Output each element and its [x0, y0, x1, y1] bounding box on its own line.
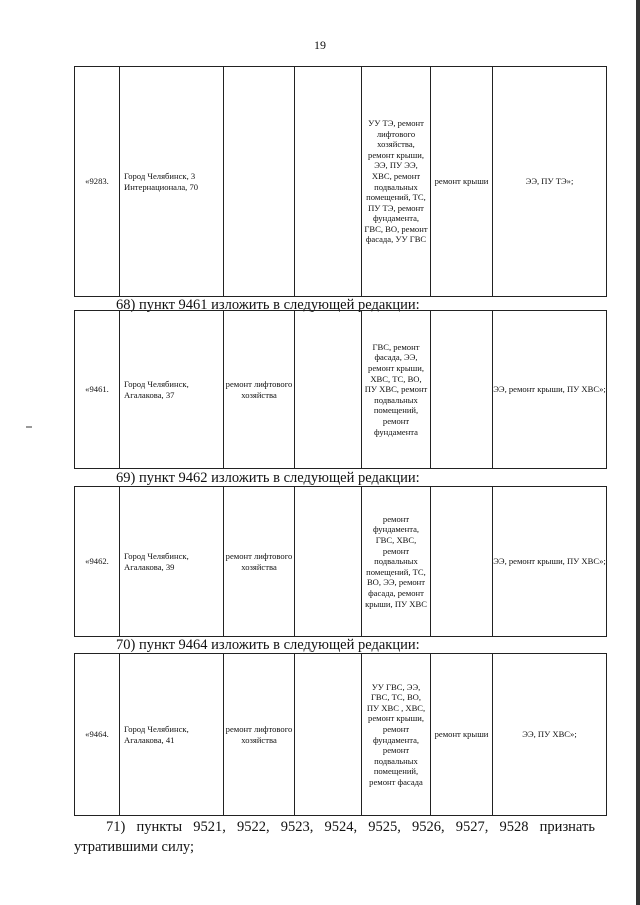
address-cell: Город Челябинск, Агалакова, 41 — [120, 654, 224, 816]
caption-70: 70) пункт 9464 изложить в следующей редакции: — [116, 637, 420, 653]
works-list-cell — [362, 67, 431, 297]
caption-68: 68) пункт 9461 изложить в следующей редакции: — [116, 297, 420, 313]
address-cell: Город Челябинск, 3 Интернационала, 70 — [120, 67, 224, 297]
table-9283 — [74, 66, 607, 297]
closing-line-1 — [74, 817, 595, 837]
table-9462 — [74, 486, 607, 637]
col6-cell — [431, 487, 493, 637]
col6-cell: ремонт крыши — [431, 654, 493, 816]
col3-cell: ремонт лифтового хозяйства — [224, 654, 295, 816]
col6-cell: ремонт крыши — [431, 67, 493, 297]
table-row — [75, 654, 607, 816]
col7-cell: ЭЭ, ПУ ХВС»; — [493, 654, 607, 816]
col4-cell — [295, 487, 362, 637]
table-9464 — [74, 653, 607, 816]
closing-word: 9523, — [280, 819, 314, 835]
col4-cell — [295, 67, 362, 297]
item-number: «9462. — [75, 487, 120, 637]
col4-cell — [295, 311, 362, 469]
col3-cell: ремонт лифтового хозяйства — [224, 311, 295, 469]
closing-word: признать — [539, 819, 595, 835]
closing-line-2: утратившими силу; — [74, 839, 195, 855]
works-list-cell — [362, 654, 431, 816]
works-list: УУ ТЭ, ремонт лифтового хозяйства, ремонт крыши, ЭЭ, ПУ ЭЭ, ХВС, ремонт подвальных помещений, ТС, ПУ ТЭ, ремонт фундамента, ГВС, ВО, ремонт фасада, УУ ГВС — [364, 117, 428, 245]
closing-word: 9524, — [324, 819, 358, 835]
item-number: «9464. — [75, 654, 120, 816]
closing-word: 9525, — [368, 819, 401, 835]
table-row — [75, 311, 607, 469]
works-list: ГВС, ремонт фасада, ЭЭ, ремонт крыши, ХВС, ТС, ВО, ПУ ХВС, ремонт подвальных помещений, ремонт фундамента — [364, 341, 428, 437]
closing-word: 9528 — [499, 819, 529, 835]
address-cell: Город Челябинск, Агалакова, 39 — [120, 487, 224, 637]
col3-cell: ремонт лифтового хозяйства — [224, 487, 295, 637]
col7-cell: ЭЭ, ПУ ТЭ»; — [493, 67, 607, 297]
closing-word: 9521, — [193, 819, 226, 835]
col4-cell — [295, 654, 362, 816]
address-cell: Город Челябинск, Агалакова, 37 — [120, 311, 224, 469]
closing-paragraph — [74, 817, 595, 857]
works-list-cell — [362, 487, 431, 637]
caption-69: 69) пункт 9462 изложить в следующей редакции: — [116, 470, 420, 486]
works-list: УУ ГВС, ЭЭ, ГВС, ТС, ВО, ПУ ХВС , ХВС, ремонт крыши, ремонт фундамента, ремонт подвальных помещений, ремонт фасада — [366, 681, 426, 787]
closing-word: 71) — [106, 819, 126, 835]
col7-cell: ЭЭ, ремонт крыши, ПУ ХВС»; — [493, 311, 607, 469]
table-row — [75, 487, 607, 637]
col6-cell — [431, 311, 493, 469]
page-number: 19 — [314, 38, 326, 52]
item-number: «9283. — [75, 67, 120, 297]
scan-edge-mark — [26, 426, 32, 428]
col7-cell: ЭЭ, ремонт крыши, ПУ ХВС»; — [493, 487, 607, 637]
closing-word: 9522, — [237, 819, 270, 835]
table-9461 — [74, 310, 607, 469]
closing-word: пункты — [136, 819, 183, 835]
scan-right-edge — [636, 0, 640, 905]
works-list-cell — [362, 311, 431, 469]
col3-cell — [224, 67, 295, 297]
closing-word: 9527, — [455, 819, 489, 835]
item-number: «9461. — [75, 311, 120, 469]
table-row — [75, 67, 607, 297]
closing-word: 9526, — [412, 819, 445, 835]
works-list: ремонт фундамента, ГВС, ХВС, ремонт подвальных помещений, ТС, ВО, ЭЭ, ремонт фасада, ремонт крыши, ПУ ХВС — [365, 513, 427, 609]
